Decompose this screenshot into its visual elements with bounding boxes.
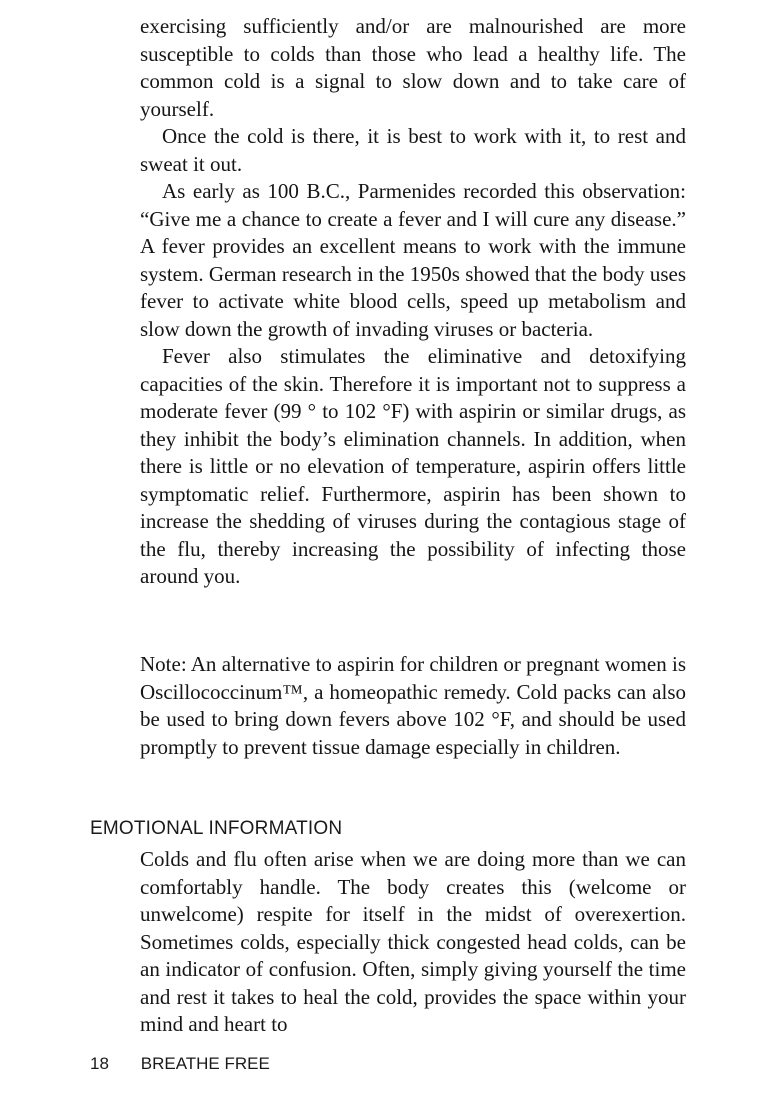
- paragraph-emotional: Colds and flu often arise when we are doing more than we can comfortably handle. The body creates this (welcome or unwelcome) respite for itself in the midst of overexertion. Sometimes colds, especially thick congested head colds, can be an indicator of confusion. Often, simply giving yourself the time and rest it takes to heal the cold, provides the space within your mind and heart to: [140, 847, 686, 1036]
- page-number: 18: [90, 1054, 109, 1073]
- paragraph-continuation: exercising sufficiently and/or are malnourished are more susceptible to colds than those who lead a healthy life. The common cold is a signal to slow down and to take care of yourself.: [140, 14, 686, 121]
- paragraph-rest-advice: Once the cold is there, it is best to work with it, to rest and sweat it out.: [140, 124, 686, 176]
- running-title: BREATHE FREE: [140, 1054, 270, 1073]
- section-heading: EMOTIONAL INFORMATION: [90, 818, 343, 839]
- note-block: [140, 651, 686, 761]
- page-footer: [90, 1054, 270, 1074]
- paragraph-fever-aspirin: Fever also stimulates the eliminative and detoxifying capacities of the skin. Therefore it is important not to suppress a moderate fever (99 ° to 102 °F) with aspirin or similar drugs, as they inhibit the body’s elimination channels. In addition, when there is little or no elevation of temperature, aspirin offers little symptomatic relief. Furthermore, aspirin has been shown to increase the shedding of viruses during the contagious stage of the flu, thereby increasing the possibility of infecting those around you.: [140, 344, 686, 588]
- paragraph-parmenides: As early as 100 B.C., Parmenides recorded this observation: “Give me a chance to create a fever and I will cure any disease.” A fever provides an excellent means to work with the immune system. German research in the 1950s showed that the body uses fever to activate white blood cells, speed up metabolism and slow down the growth of invading viruses or bacteria.: [140, 179, 686, 341]
- note-text: Note: An alternative to aspirin for children or pregnant women is Oscillococcinum™, a homeopathic remedy. Cold packs can also be used to bring down fevers above 102 °F, and should be used promptly to prevent tissue damage especially in children.: [140, 652, 686, 759]
- main-text-block: [140, 13, 686, 591]
- emotional-text-block: [140, 846, 686, 1039]
